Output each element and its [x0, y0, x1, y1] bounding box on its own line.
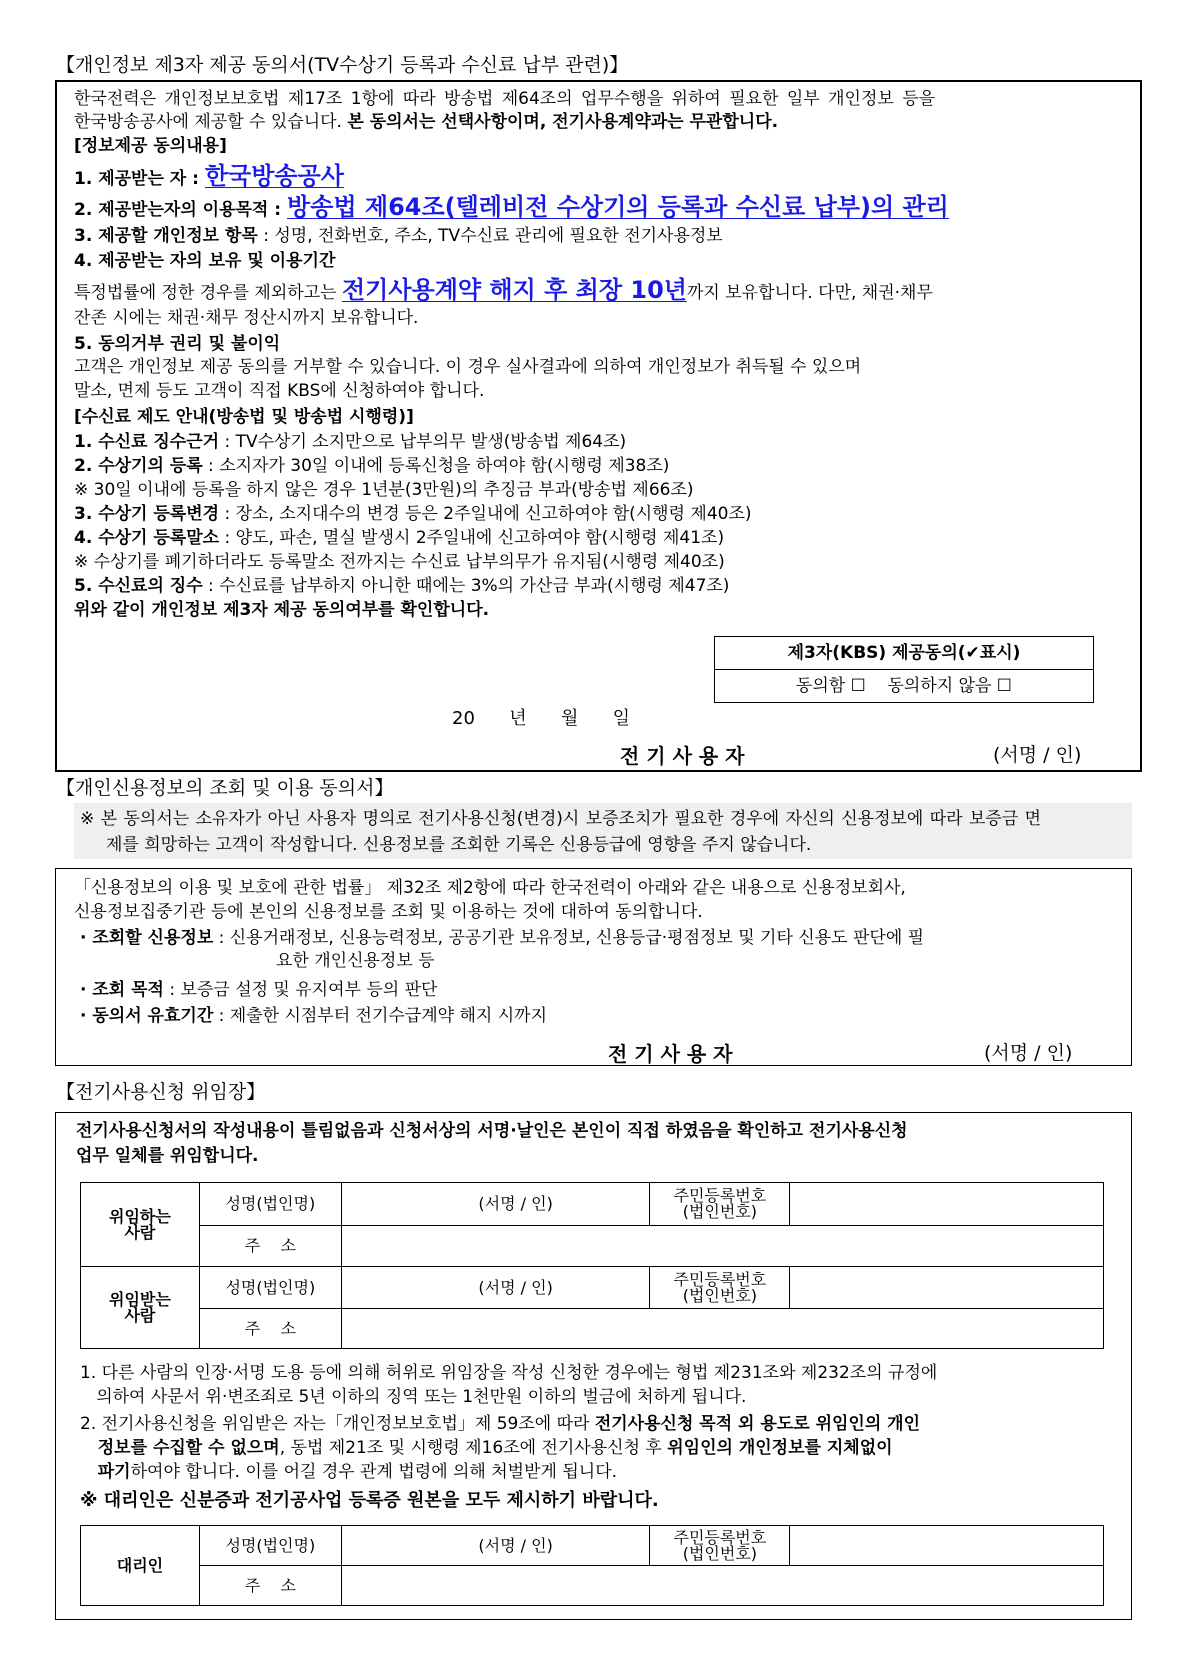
section1-intro-line2	[74, 111, 778, 133]
section2-signer: 전 기 사 용 자	[608, 1042, 733, 1066]
fee4-label: 4. 수상기 등록말소	[74, 528, 220, 548]
fee-header: [수신료 제도 안내(방송법 및 방송법 시행령)]	[74, 407, 414, 427]
agent-sign-mark: (서명 / 인)	[478, 1535, 553, 1555]
item4-row	[74, 275, 933, 308]
delegator-name-field[interactable]	[341, 1183, 650, 1226]
warn1-line2: 의하여 사문서 위·변조죄로 5년 이하의 징역 또는 1천만원 이하의 벌금에 처하게 됩니다.	[80, 1387, 747, 1407]
agent-id-field[interactable]	[790, 1526, 1104, 1566]
item4-value: 전기사용계약 해지 후 최장 10년	[341, 276, 687, 304]
section3-lead-line1: 전기사용신청서의 작성내용이 틀림없음과 신청서상의 서명·날인은 본인이 직접 하였음을 확인하고 전기사용신청	[76, 1121, 908, 1141]
delegatee-label: 위임받는 사람	[81, 1267, 200, 1349]
item5-line2: 말소, 면제 등도 고객이 직접 KBS에 신청하여야 합니다.	[74, 381, 485, 401]
item1-label: 1. 제공받는 자 :	[74, 169, 205, 189]
delegatee-address-field[interactable]	[341, 1309, 1103, 1349]
item4-line2: 잔존 시에는 채권·채무 정산시까지 보유합니다.	[74, 308, 419, 328]
warn2-bold1: 전기사용신청 목적 외 용도로 위임인의 개인	[594, 1414, 921, 1434]
date-line: 20 년 월 일	[452, 708, 631, 729]
section2-body-line2: 신용정보집중기관 등에 본인의 신용정보를 조회 및 이용하는 것에 대하여 동의합니다.	[74, 902, 703, 922]
consent-agree-checkbox[interactable]: 동의함 ☐	[795, 676, 866, 696]
agent-address-label: 주 소	[199, 1566, 341, 1606]
agent-notice: ※ 대리인은 신분증과 전기공사업 등록증 원본을 모두 제시하기 바랍니다.	[80, 1490, 659, 1511]
bullet1-line2: 요한 개인신용정보 등	[276, 951, 435, 971]
delegatee-name-field[interactable]	[341, 1267, 650, 1309]
bullet2-value: : 보증금 설정 및 유지여부 등의 판단	[163, 980, 438, 1000]
warn2-plain1: 2. 전기사용신청을 위임받은 자는「개인정보보호법」제 59조에 따라	[80, 1414, 595, 1434]
fee1-label: 1. 수신료 징수근거	[74, 432, 220, 452]
consent-disagree-checkbox[interactable]: 동의하지 않음 ☐	[887, 676, 1013, 696]
bullet3-value: : 제출한 시점부터 전기수급계약 해지 시까지	[213, 1006, 547, 1026]
fee4-row	[74, 527, 724, 549]
fee1-value: : TV수상기 소지만으로 납부의무 발생(방송법 제64조)	[219, 432, 627, 452]
agent-id-label: 주민등록번호 (법인번호)	[650, 1526, 790, 1566]
confirm-text: 위와 같이 개인정보 제3자 제공 동의여부를 확인합니다.	[74, 600, 490, 620]
agent-name-field[interactable]	[341, 1526, 650, 1566]
delegator-sign-mark: (서명 / 인)	[478, 1194, 553, 1213]
section2-note-line2: 제를 희망하는 고객이 작성합니다. 신용정보를 조회한 기록은 신용등급에 영향을 주지 않습니다.	[106, 835, 812, 855]
delegatee-id-field[interactable]	[790, 1267, 1104, 1309]
fee3-value: : 장소, 소지대수의 변경 등은 2주일내에 신고하여야 함(시행령 제40조)	[219, 504, 752, 524]
item1-row	[74, 161, 344, 194]
warn2-bold2: 정보를 수집할 수 없으며	[80, 1438, 280, 1458]
item3-row	[74, 225, 723, 247]
item1-value: 한국방송공사	[204, 162, 344, 190]
warn2-line1	[80, 1413, 920, 1435]
delegator-id-field[interactable]	[790, 1183, 1104, 1226]
fee3-row	[74, 503, 752, 525]
agent-name-label: 성명(법인명)	[199, 1526, 341, 1566]
fee4-note: ※ 수상기를 폐기하더라도 등록말소 전까지는 수신료 납부의무가 유지됨(시행령 제40조)	[74, 552, 725, 572]
agent-address-field[interactable]	[341, 1566, 1103, 1606]
delegator-address-label: 주 소	[199, 1226, 341, 1267]
warn2-bold4: 파기	[80, 1462, 131, 1482]
delegatee-id-label: 주민등록번호 (법인번호)	[650, 1267, 790, 1309]
warn1-line1: 1. 다른 사람의 인장·서명 도용 등에 의해 허위로 위임장을 작성 신청한 경우에는 형법 제231조와 제232조의 규정에	[80, 1363, 938, 1383]
consent-content-header: [정보제공 동의내용]	[74, 136, 227, 156]
section3-title: 【전기사용신청 위임장】	[56, 1081, 266, 1103]
fee5-row	[74, 575, 729, 597]
consent-table-header: 제3자(KBS) 제공동의(✔표시)	[715, 637, 1093, 670]
section3-lead-line2: 업무 일체를 위임합니다.	[76, 1146, 259, 1166]
item5-label: 5. 동의거부 권리 및 불이익	[74, 334, 281, 354]
fee5-label: 5. 수신료의 징수	[74, 576, 203, 596]
bullet3-label: · 동의서 유효기간	[80, 1006, 214, 1026]
item4-label: 4. 제공받는 자의 보유 및 이용기간	[74, 251, 336, 271]
fee2-label: 2. 수상기의 등록	[74, 456, 203, 476]
bullet1-label: · 조회할 신용정보	[80, 928, 214, 948]
item4-post: 까지 보유합니다. 다만, 채권·채무	[686, 283, 933, 303]
delegation-table	[80, 1182, 1104, 1349]
fee2-note: ※ 30일 이내에 등록을 하지 않은 경우 1년분(3만원)의 추징금 부과(방송법 제66조)	[74, 480, 694, 500]
intro-bold: 본 동의서는 선택사항이며, 전기사용계약과는 무관합니다.	[347, 112, 779, 132]
warn2-line3	[80, 1461, 617, 1483]
fee4-value: : 양도, 파손, 멸실 발생시 2주일내에 신고하여야 함(시행령 제41조)	[219, 528, 725, 548]
section2-note-line1: ※ 본 동의서는 소유자가 아닌 사용자 명의로 전기사용신청(변경)시 보증조치가 필요한 경우에 자신의 신용정보에 따라 보증금 면	[80, 809, 1042, 829]
fee2-row	[74, 455, 669, 477]
item2-row	[74, 192, 949, 225]
bullet2-label: · 조회 목적	[80, 980, 164, 1000]
bullet3-row	[80, 1005, 547, 1027]
warn2-bold3: 위임인의 개인정보를 지체없이	[667, 1438, 893, 1458]
section2-title: 【개인신용정보의 조회 및 이용 동의서】	[56, 777, 394, 799]
consent-options	[715, 670, 1093, 702]
section1-title: 【개인정보 제3자 제공 동의서(TV수상기 등록과 수신료 납부 관련)】	[56, 54, 629, 76]
warn2-line2	[80, 1437, 893, 1459]
item4-pre: 특정법률에 정한 경우를 제외하고는	[74, 283, 342, 303]
delegatee-sign-mark: (서명 / 인)	[478, 1277, 553, 1297]
warn2-plain2: , 동법 제21조 및 시행령 제16조에 전기사용신청 후	[279, 1438, 668, 1458]
section1-intro-line1: 한국전력은 개인정보보호법 제17조 1항에 따라 방송법 제64조의 업무수행을 위하여 필요한 일부 개인정보 등을	[74, 89, 936, 109]
fee1-row	[74, 431, 626, 453]
delegatee-name-label: 성명(법인명)	[199, 1267, 341, 1309]
agent-table	[80, 1525, 1104, 1606]
fee5-value: : 수신료를 납부하지 아니한 때에는 3%의 가산금 부과(시행령 제47조)	[202, 576, 730, 596]
delegator-label: 위임하는 사람	[81, 1183, 200, 1267]
item3-label: 3. 제공할 개인정보 항목	[74, 226, 258, 246]
intro-plain: 한국방송공사에 제공할 수 있습니다.	[74, 112, 348, 132]
bullet2-row	[80, 979, 437, 1001]
bullet1-row	[80, 927, 924, 949]
section1-signer: 전 기 사 용 자	[620, 744, 745, 768]
bullet1-value: : 신용거래정보, 신용능력정보, 공공기관 보유정보, 신용등급·평점정보 및 기타 신용도 판단에 필	[213, 928, 925, 948]
delegator-name-label: 성명(법인명)	[199, 1183, 341, 1226]
item2-value: 방송법 제64조(텔레비전 수상기의 등록과 수신료 납부)의 관리	[286, 193, 949, 221]
section1-sign-mark[interactable]: (서명 / 인)	[993, 744, 1082, 766]
item2-label: 2. 제공받는자의 이용목적 :	[74, 200, 287, 220]
fee3-label: 3. 수상기 등록변경	[74, 504, 220, 524]
agent-label: 대리인	[81, 1526, 200, 1606]
delegator-id-label: 주민등록번호 (법인번호)	[650, 1183, 790, 1226]
consent-table	[714, 636, 1094, 703]
delegatee-address-label: 주 소	[199, 1309, 341, 1349]
warn2-plain3: 하여야 합니다. 이를 어길 경우 관계 법령에 의해 처벌받게 됩니다.	[130, 1462, 618, 1482]
item3-value: : 성명, 전화번호, 주소, TV수신료 관리에 필요한 전기사용정보	[257, 226, 723, 246]
fee2-value: : 소지자가 30일 이내에 등록신청을 하여야 함(시행령 제38조)	[202, 456, 670, 476]
section2-sign-mark[interactable]: (서명 / 인)	[984, 1042, 1073, 1064]
item5-line1: 고객은 개인정보 제공 동의를 거부할 수 있습니다. 이 경우 실사결과에 의하여 개인정보가 취득될 수 있으며	[74, 357, 862, 377]
section2-body-line1: 「신용정보의 이용 및 보호에 관한 법률」 제32조 제2항에 따라 한국전력이 아래와 같은 내용으로 신용정보회사,	[74, 878, 906, 898]
delegator-address-field[interactable]	[341, 1226, 1103, 1267]
